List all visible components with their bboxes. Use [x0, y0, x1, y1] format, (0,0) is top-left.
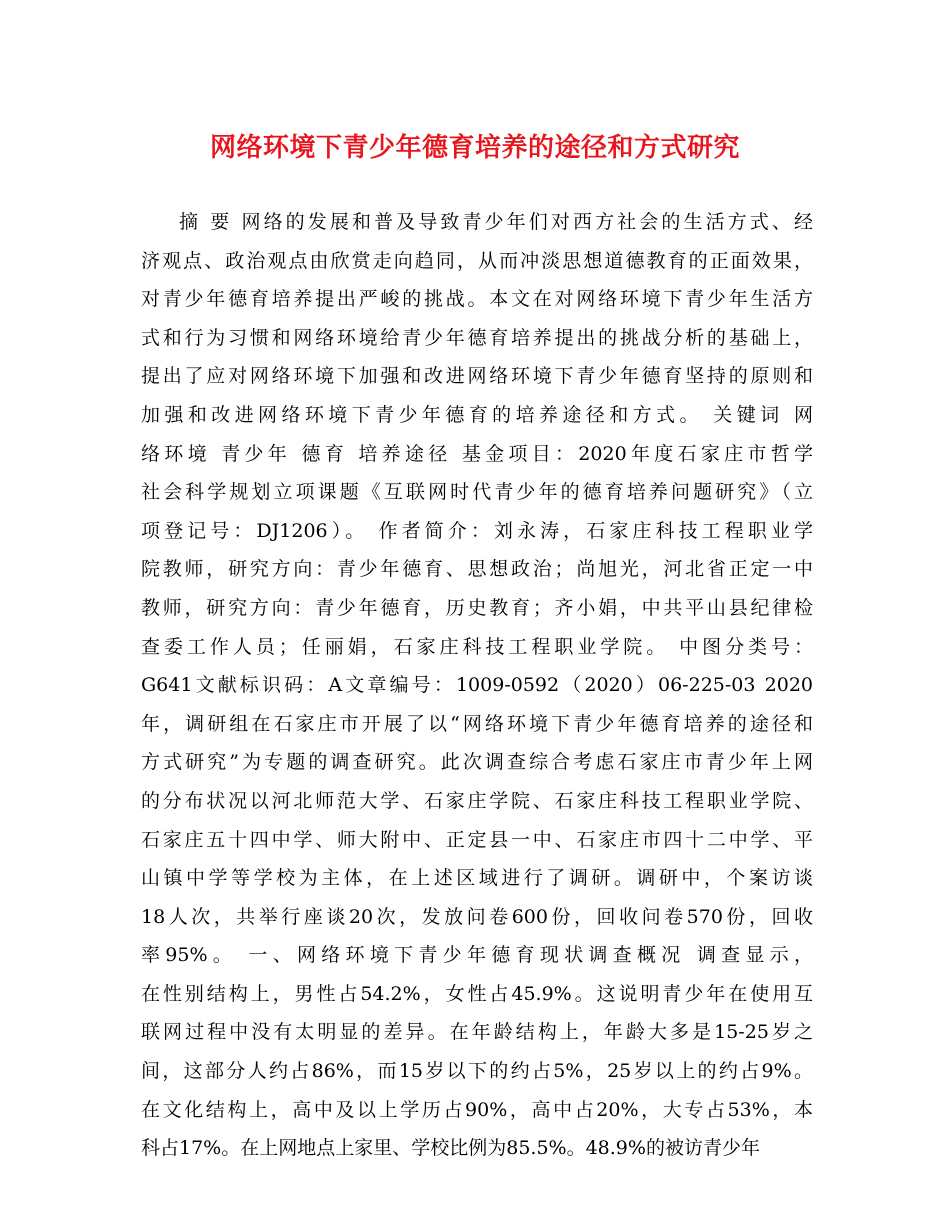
body-line: 式和行为习惯和网络环境给青少年德育培养提出的挑战分析的基础上， — [141, 326, 813, 349]
body-line: 摘 要 网络的发展和普及导致青少年们对西方社会的生活方式、经 — [179, 211, 813, 233]
document-title: 网络环境下青少年德育培养的途径和方式研究 — [209, 133, 740, 163]
body-line: 率95%。 一、网络环境下青少年德育现状调查概况 调查显示， — [141, 944, 813, 967]
body-line: 山镇中学等学校为主体，在上述区域进行了调研。调研中，个案访谈 — [141, 867, 813, 890]
body-line: 院教师，研究方向：青少年德育、思想政治；尚旭光，河北省正定一中 — [141, 558, 813, 581]
body-line: 石家庄五十四中学、师大附中、正定县一中、石家庄市四十二中学、平 — [141, 828, 813, 851]
body-line: 在文化结构上，高中及以上学历占90%，高中占20%，大专占53%，本 — [141, 1098, 813, 1121]
body-line: 教师，研究方向：青少年德育，历史教育；齐小娟，中共平山县纪律检 — [141, 596, 813, 619]
body-line: 18人次，共举行座谈20次，发放问卷600份，回收问卷570份，回收 — [141, 905, 813, 928]
body-line: G641文献标识码：A文章编号：1009-0592（2020）06-225-03 2020 — [141, 674, 813, 697]
body-line: 项登记号：DJ1206）。 作者简介：刘永涛，石家庄科技工程职业学 — [141, 519, 813, 542]
document-body — [141, 203, 813, 1168]
body-line: 加强和改进网络环境下青少年德育的培养途径和方式。 关键词 网 — [141, 403, 813, 426]
body-line: 络环境 青少年 德育 培养途径 基金项目：2020年度石家庄市哲学 — [141, 442, 813, 465]
body-line: 社会科学规划立项课题《互联网时代青少年的德育培养问题研究》（立 — [141, 481, 813, 504]
body-line: 的分布状况以河北师范大学、石家庄学院、石家庄科技工程职业学院、 — [141, 789, 813, 812]
body-line: 联网过程中没有太明显的差异。在年龄结构上，年龄大多是15-25岁之 — [141, 1021, 813, 1044]
body-line: 年，调研组在石家庄市开展了以“网络环境下青少年德育培养的途径和 — [141, 712, 813, 735]
body-line: 查委工作人员；任丽娟，石家庄科技工程职业学院。 中图分类号： — [141, 635, 813, 658]
body-line: 方式研究”为专题的调查研究。此次调查综合考虑石家庄市青少年上网 — [141, 751, 813, 774]
body-line: 科占17%。在上网地点上家里、学校比例为85.5%。48.9%的被访青少年 — [141, 1137, 760, 1160]
body-line: 济观点、政治观点由欣赏走向趋同，从而冲淡思想道德教育的正面效果， — [141, 249, 813, 272]
body-line: 对青少年德育培养提出严峻的挑战。本文在对网络环境下青少年生活方 — [141, 288, 813, 311]
body-line: 在性别结构上，男性占54.2%，女性占45.9%。这说明青少年在使用互 — [141, 982, 813, 1005]
body-line: 间，这部分人约占86%，而15岁以下的约占5%，25岁以上的约占9%。 — [141, 1060, 813, 1083]
body-line: 提出了应对网络环境下加强和改进网络环境下青少年德育坚持的原则和 — [141, 365, 813, 388]
